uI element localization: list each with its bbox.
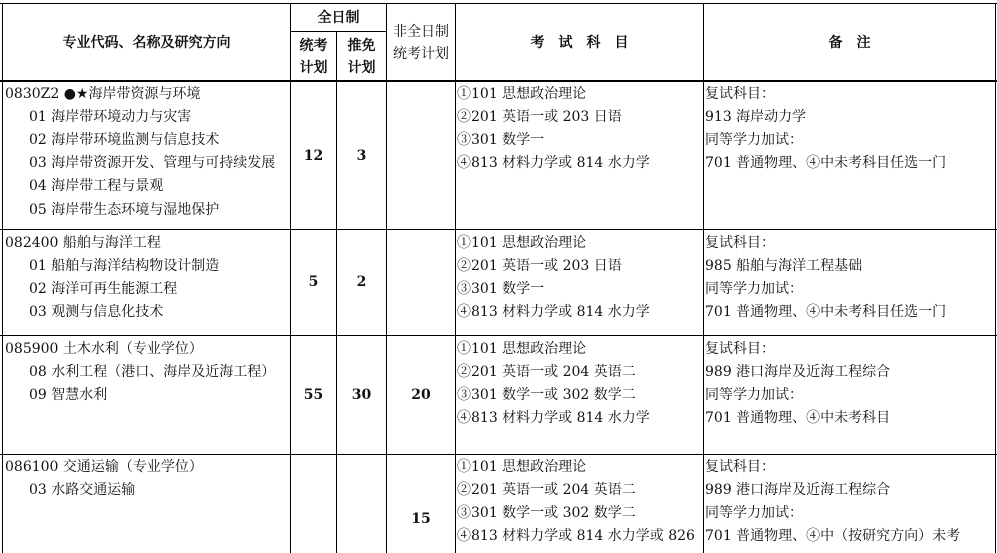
subject-item: ③301 数学一或 302 数学二 <box>457 387 636 403</box>
grid-line <box>2 3 3 553</box>
note-item: 复试科目： <box>705 86 775 102</box>
grid-line <box>0 229 997 230</box>
note-item: 同等学力加试： <box>705 132 803 148</box>
subject-item: ②201 英语一或 204 英语二 <box>457 482 636 498</box>
direction-item: 09 智慧水利 <box>29 387 108 403</box>
header-rec-plan-1: 推免 <box>347 38 376 54</box>
note-item: 989 港口海岸及近海工程综合 <box>705 482 891 498</box>
subject-item: ④813 材料力学或 814 水力学 <box>457 304 650 320</box>
direction-item: 03 海岸带资源开发、管理与可持续发展 <box>29 155 276 171</box>
subject-item: ③301 数学一 <box>457 281 545 297</box>
subject-item: ①101 思想政治理论 <box>457 459 587 475</box>
grid-line <box>290 31 386 32</box>
grid-line <box>455 3 456 553</box>
note-item: 701 普通物理、④中未考科目任选一门 <box>705 155 947 171</box>
grid-line <box>703 3 704 553</box>
subject-item: ①101 思想政治理论 <box>457 341 587 357</box>
subject-item: ②201 英语一或 203 日语 <box>457 109 622 125</box>
note-item: 989 港口海岸及近海工程综合 <box>705 364 891 380</box>
header-rec-plan-2: 计划 <box>347 60 376 76</box>
major-name: 085900 土木水利（专业学位） <box>5 341 203 357</box>
exam-plan-value: 5 <box>308 274 319 290</box>
note-item: 复试科目： <box>705 235 775 251</box>
header-exam-plan-2: 计划 <box>299 60 328 76</box>
major-name: 086100 交通运输（专业学位） <box>5 459 203 475</box>
exam-plan-value: 12 <box>303 148 324 164</box>
direction-item: 01 船舶与海洋结构物设计制造 <box>29 258 220 274</box>
subject-item: ④813 材料力学或 814 水力学或 826 <box>457 528 695 544</box>
rec-plan-value: 2 <box>356 274 367 290</box>
rec-plan-value: 30 <box>351 387 372 403</box>
subject-item: ①101 思想政治理论 <box>457 86 587 102</box>
subject-item: ①101 思想政治理论 <box>457 235 587 251</box>
grid-line <box>0 80 997 82</box>
subject-item: ③301 数学一或 302 数学二 <box>457 505 636 521</box>
note-item: 同等学力加试： <box>705 281 803 297</box>
major-name: 082400 船舶与海洋工程 <box>5 235 161 251</box>
header-parttime-2: 统考计划 <box>393 46 449 62</box>
note-item: 同等学力加试： <box>705 505 803 521</box>
subject-item: ④813 材料力学或 814 水力学 <box>457 410 650 426</box>
direction-item: 02 海洋可再生能源工程 <box>29 281 178 297</box>
direction-item: 03 水路交通运输 <box>29 482 136 498</box>
header-notes: 备 注 <box>828 35 871 51</box>
header-subjects: 考 试 科 目 <box>530 35 629 51</box>
note-item: 701 普通物理、④中未考科目 <box>705 410 891 426</box>
direction-item: 03 观测与信息化技术 <box>29 304 164 320</box>
grid-line <box>995 3 996 553</box>
exam-plan-value: 55 <box>303 387 324 403</box>
note-item: 同等学力加试： <box>705 387 803 403</box>
grid-line <box>0 454 997 455</box>
direction-item: 08 水利工程（港口、海岸及近海工程） <box>29 364 276 380</box>
direction-item: 01 海岸带环境动力与灾害 <box>29 109 192 125</box>
direction-item: 04 海岸带工程与景观 <box>29 178 164 194</box>
note-item: 701 普通物理、④中（按研究方向）未考 <box>705 528 961 544</box>
grid-line <box>0 3 997 4</box>
note-item: 701 普通物理、④中未考科目任选一门 <box>705 304 947 320</box>
subject-item: ④813 材料力学或 814 水力学 <box>457 155 650 171</box>
header-major: 专业代码、名称及研究方向 <box>62 35 231 51</box>
direction-item: 05 海岸带生态环境与湿地保护 <box>29 202 220 218</box>
grid-line <box>336 31 337 553</box>
note-item: 复试科目： <box>705 459 775 475</box>
note-item: 913 海岸动力学 <box>705 109 807 125</box>
major-name: 0830Z2 ●★海岸带资源与环境 <box>5 86 201 102</box>
note-item: 复试科目： <box>705 341 775 357</box>
grid-line <box>0 335 997 336</box>
subject-item: ②201 英语一或 204 英语二 <box>457 364 636 380</box>
note-item: 985 船舶与海洋工程基础 <box>705 258 863 274</box>
parttime-plan-value: 15 <box>411 511 431 527</box>
direction-item: 02 海岸带环境监测与信息技术 <box>29 132 220 148</box>
header-fulltime: 全日制 <box>317 10 360 26</box>
parttime-plan-value: 20 <box>411 387 431 403</box>
header-parttime-1: 非全日制 <box>393 24 449 40</box>
subject-item: ③301 数学一 <box>457 132 545 148</box>
header-exam-plan-1: 统考 <box>299 38 328 54</box>
grid-line <box>386 3 387 553</box>
rec-plan-value: 3 <box>356 148 367 164</box>
subject-item: ②201 英语一或 203 日语 <box>457 258 622 274</box>
